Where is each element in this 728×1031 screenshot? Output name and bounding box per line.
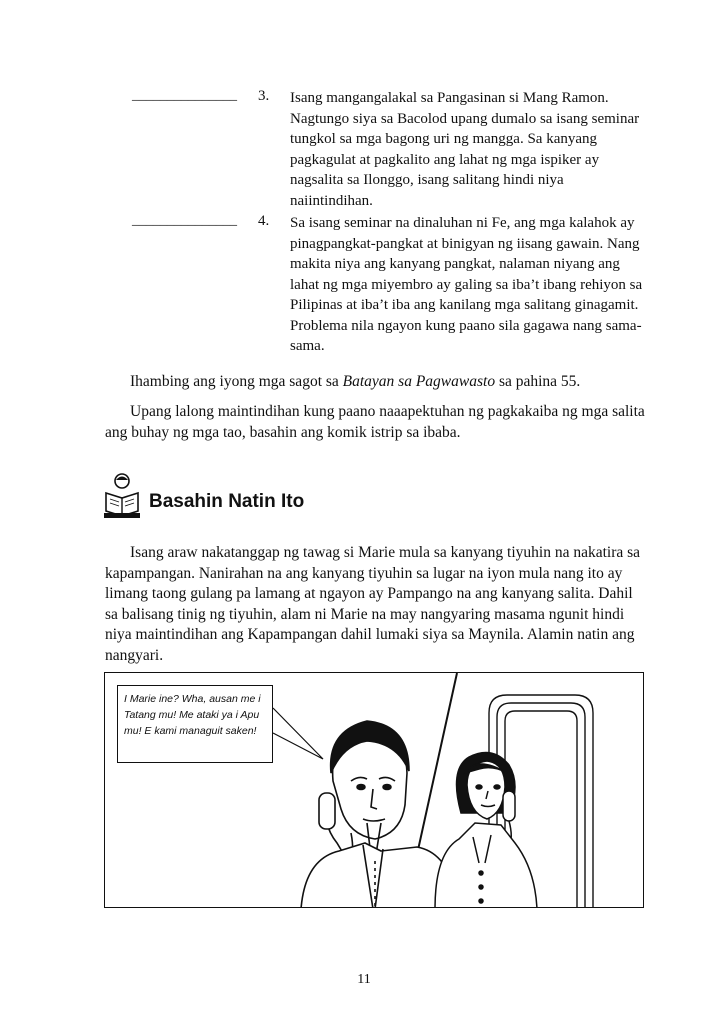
intro-paragraph: Upang lalong maintindihan kung paano naaapektuhan ng pagkakaiba ng mga salita ang buhay ng mga tao, basahin ang komik istrip sa ibaba. <box>105 403 645 441</box>
section-header <box>103 473 403 519</box>
uncle-figure <box>301 721 459 908</box>
comic-strip-panel <box>104 672 644 908</box>
story-paragraph: Isang araw nakatanggap ng tawag si Marie mula sa kanyang tiyuhin na nakatira sa kapampangan. Nanirahan na ang kanyang tiyuhin sa lugar na iyon mula nang ito ay limang taong gulang pa lamang at ngayon ay Pampango na ang kanyang salita. Dahil sa balisang tinig ng tiyuhin, alam ni Marie na may nangyaring masama ngunit hindi niya maintindihan ang Kapampangan dahil lumaki siya sa Maynila. Alamin natin ang nangyari. <box>105 544 641 664</box>
item-number: 3. <box>258 88 270 104</box>
instruction-after: sa pahina 55. <box>495 373 581 390</box>
item-text: Isang mangangalakal sa Pangasinan si Mang Ramon. Nagtungo siya sa Bacolod upang dumalo sa isang seminar tungkol sa mga bagong uri ng mangga. Sa kanyang pagkagulat at pagkalito ang lahat ng mga ispiker ay nagsalita sa Ilonggo, isang salitang hindi niya naiintindihan. <box>290 90 640 209</box>
instruction-before: Ihambing ang iyong mga sagot sa <box>130 373 343 390</box>
section-title: Basahin Natin Ito <box>149 491 305 512</box>
answer-key-instruction <box>105 372 645 393</box>
page-number: 11 <box>357 972 371 987</box>
item-number: 4. <box>258 213 270 229</box>
speech-bubble: I Marie ine? Wha, ausan me i Tatang mu! Me ataki ya i Apu mu! E kami managuit saken! <box>117 685 273 763</box>
answer-blank[interactable]: _______________ <box>132 88 237 103</box>
answer-key-reference: Batayan sa Pagwawasto <box>342 373 496 390</box>
marie-figure <box>435 753 537 909</box>
reading-person-icon <box>103 473 141 519</box>
item-text: Sa isang seminar na dinaluhan ni Fe, ang mga kalahok ay pinagpangkat-pangkat at binigyan ng iisang gawain. Nang makita niya ang kanyang pangkat, nalaman niyang ang lahat ng mga miyembro ay galing sa iba’t ibang rehiyon sa Pilipinas at iba’t iba ang kanilang mga salitang ginagamit. Problema nila ngayon kung paano sila gagawa nang sama-sama. <box>290 215 643 354</box>
answer-blank[interactable]: _______________ <box>132 213 237 228</box>
